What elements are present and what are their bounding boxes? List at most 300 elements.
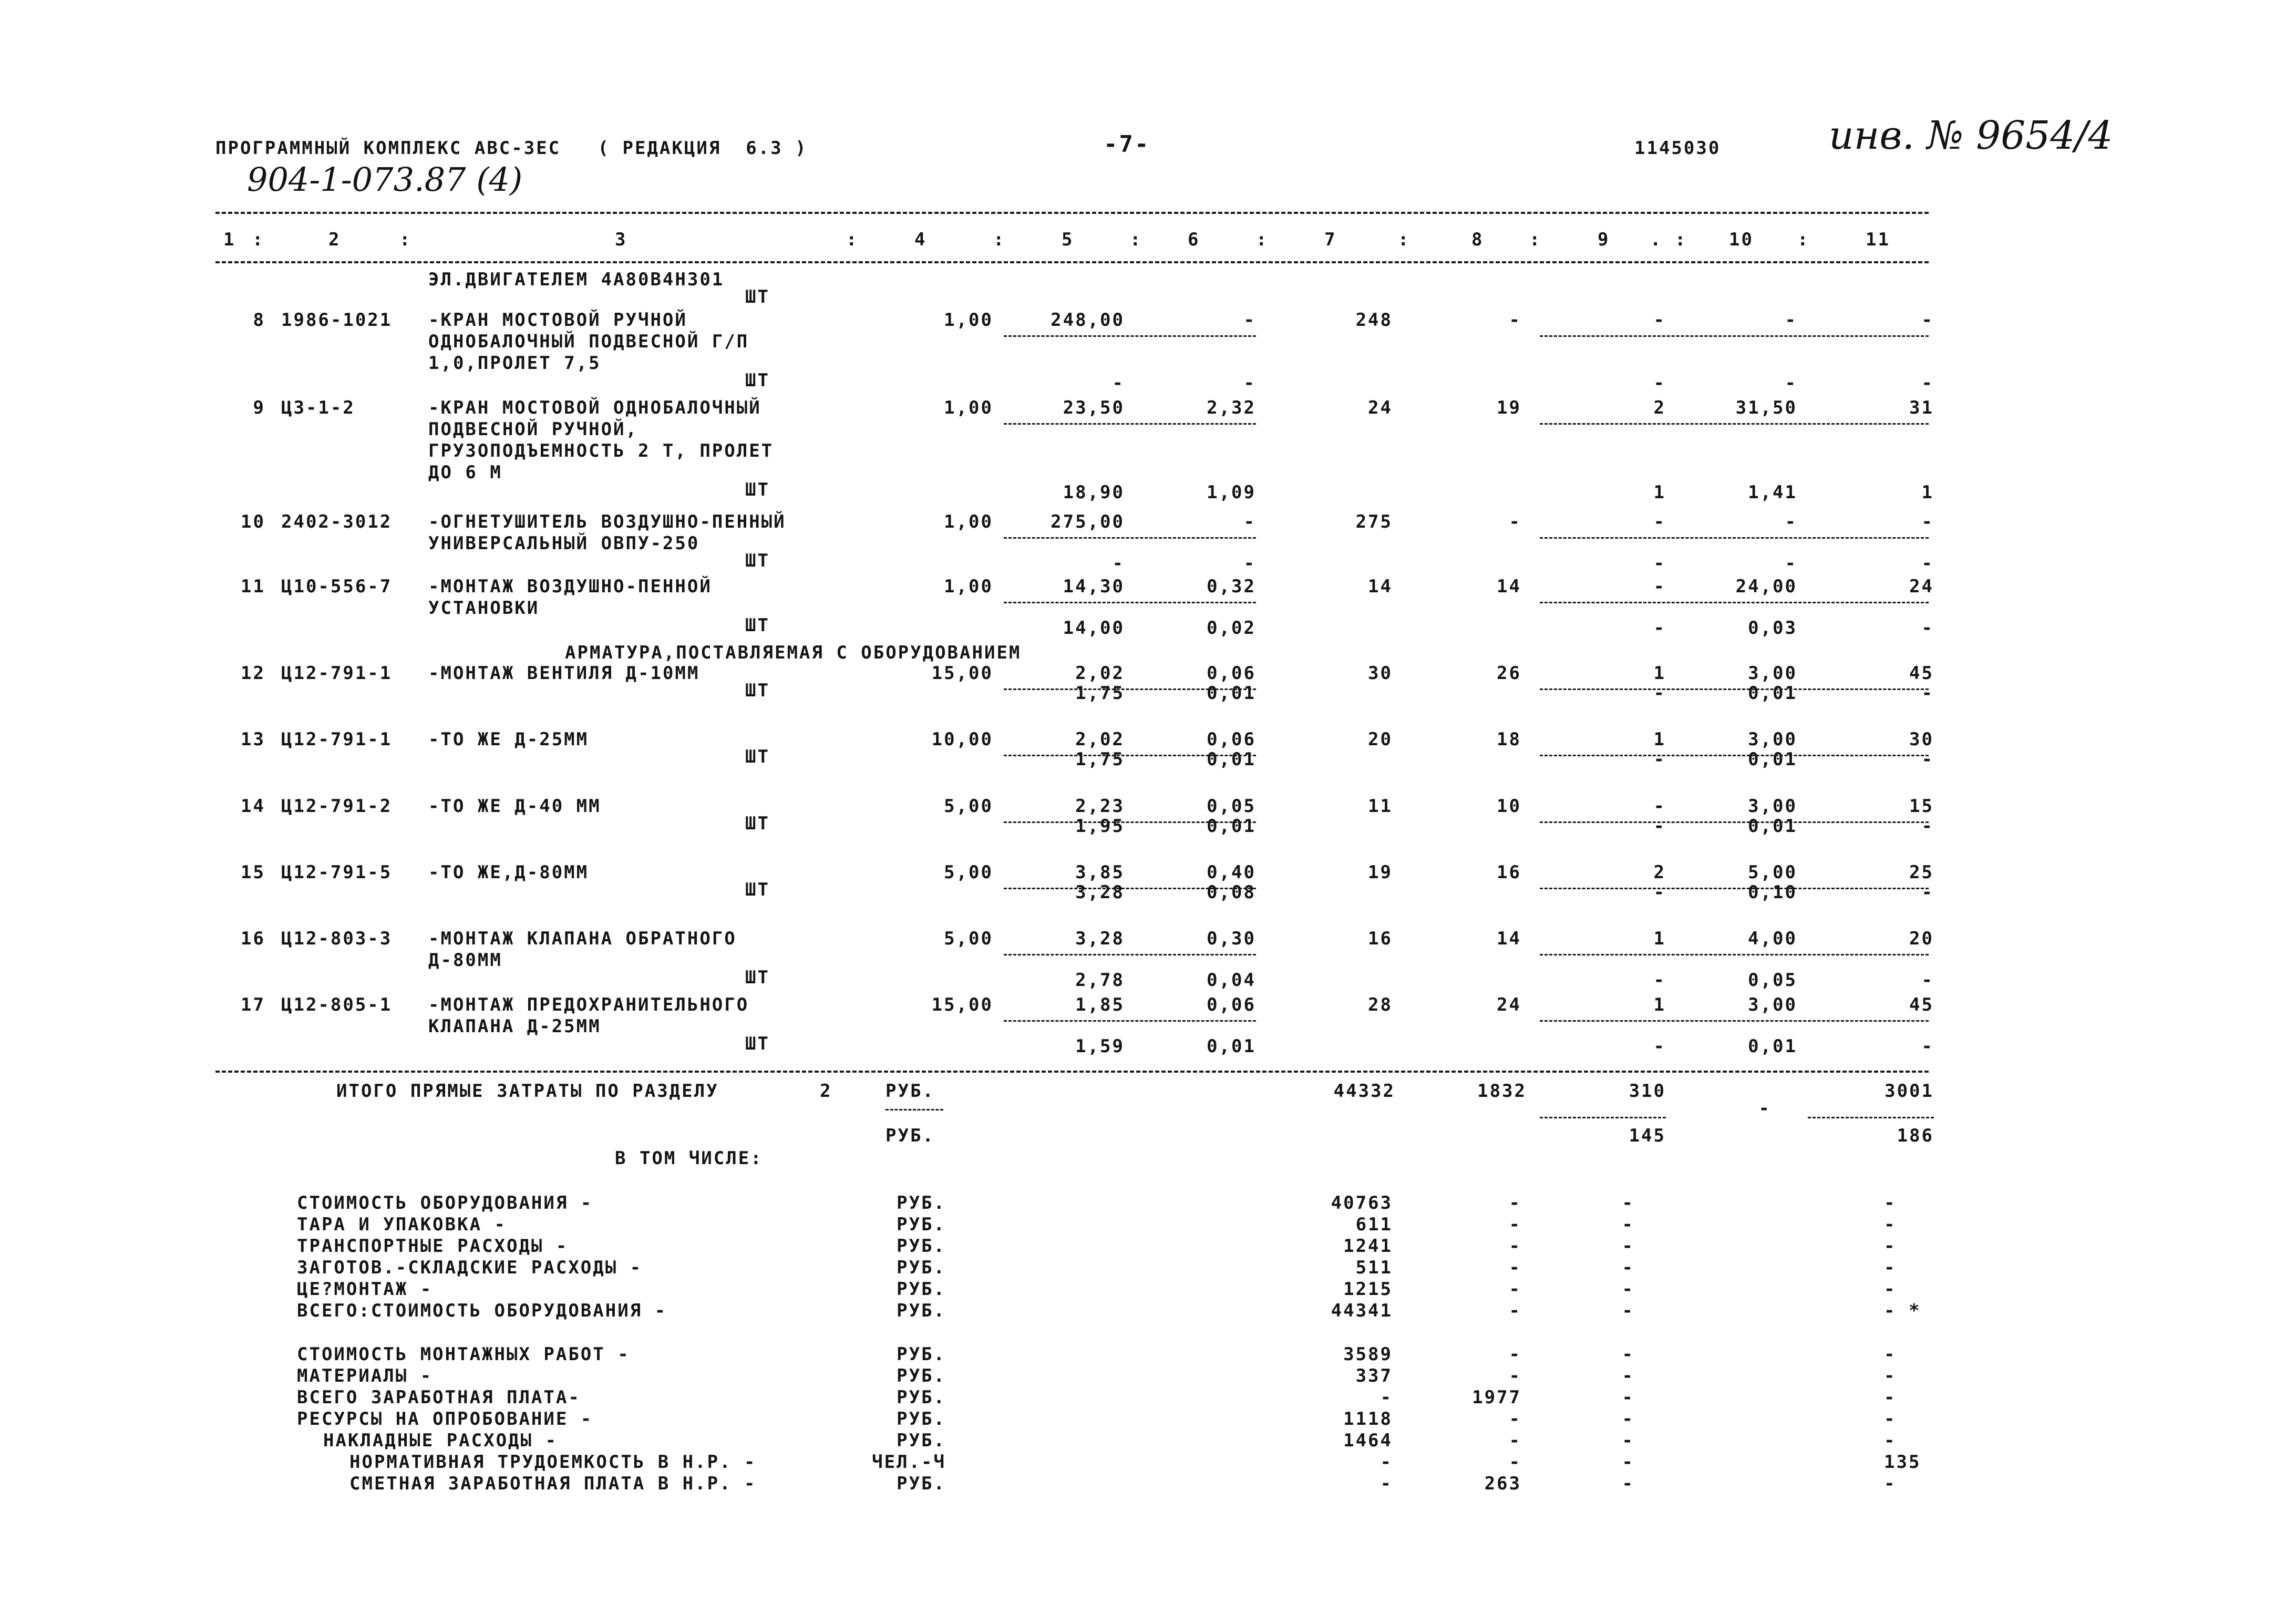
column-header-5: :	[846, 229, 859, 250]
row-quantity: 15,00	[931, 994, 993, 1015]
column-header-13: :	[1398, 229, 1410, 250]
summary-col9: -	[1622, 1409, 1634, 1430]
row-description: ГРУЗОПОДЪЕМНОСТЬ 2 Т, ПРОЛЕТ	[428, 440, 774, 461]
column-header-7: :	[993, 229, 1006, 250]
summary-col8: -	[1509, 1430, 1521, 1451]
row-col5-wage: 2,78	[1075, 970, 1125, 991]
row-col10-wage: 0,01	[1748, 683, 1797, 704]
summary-col11: -	[1884, 1365, 1897, 1386]
row-unit: ШТ	[745, 286, 770, 307]
summary-col9: -	[1622, 1279, 1634, 1300]
row-quantity: 5,00	[944, 928, 993, 949]
row-rule-col9-11	[1540, 602, 1929, 603]
including-heading: В ТОМ ЧИСЛЕ:	[615, 1148, 763, 1169]
row-col9-total: 2	[1653, 397, 1666, 418]
summary-col8: -	[1509, 1279, 1521, 1300]
row-col9-total: 1	[1653, 663, 1666, 684]
row-col11-wage: -	[1921, 970, 1934, 991]
row-unit: ШТ	[745, 680, 770, 701]
summary-col8: -	[1509, 1236, 1521, 1257]
summary-col7: 1241	[1343, 1236, 1393, 1257]
row-col11-wage: -	[1921, 618, 1934, 639]
row-col11-total: 24	[1909, 576, 1934, 597]
row-col5-total: 14,30	[1063, 576, 1125, 597]
row-description: Д-80ММ	[428, 950, 502, 971]
summary-unit: РУБ.	[897, 1214, 946, 1235]
totals-top-rule	[215, 1071, 1929, 1073]
row-col6-wage: 1,09	[1207, 482, 1256, 503]
column-header-6: 4	[914, 229, 927, 250]
summary-unit: РУБ.	[897, 1300, 946, 1321]
summary-col8: -	[1509, 1344, 1521, 1365]
row-description: ДО 6 М	[428, 462, 502, 483]
row-col5-wage: 1,75	[1075, 683, 1125, 704]
row-col6-wage: 0,02	[1207, 618, 1256, 639]
row-rule-col5-6	[1004, 1020, 1256, 1022]
row-col9-wage: -	[1653, 816, 1666, 837]
totals-col7: 44332	[1333, 1081, 1395, 1102]
row-col9-total: -	[1653, 310, 1666, 331]
row-code: Ц12-791-5	[281, 862, 393, 883]
row-col6-wage: 0,04	[1207, 970, 1256, 991]
row-quantity: 15,00	[931, 663, 993, 684]
row-rule-col5-6	[1004, 602, 1256, 603]
summary-col9: -	[1622, 1344, 1634, 1365]
row-unit: ШТ	[745, 370, 770, 391]
row-description: ПОДВЕСНОЙ РУЧНОЙ,	[428, 419, 638, 440]
row-col10-wage: -	[1785, 373, 1797, 394]
row-col9-wage: -	[1653, 1036, 1666, 1057]
row-rule-col9-11	[1540, 1020, 1929, 1022]
row-code: 1986-1021	[281, 310, 393, 331]
row-col5-total: 275,00	[1051, 511, 1125, 532]
row-col9-wage: -	[1653, 618, 1666, 639]
row-col6-total: 2,32	[1207, 397, 1256, 418]
column-header-1: :	[252, 229, 265, 250]
row-description: -КРАН МОСТОВОЙ ОДНОБАЛОЧНЫЙ	[428, 397, 761, 418]
row-col7: 28	[1368, 994, 1393, 1015]
totals-col11-rule	[1808, 1117, 1934, 1118]
row-col10-total: 5,00	[1748, 862, 1797, 883]
row-rule-col5-6	[1004, 537, 1256, 539]
summary-col7: 511	[1355, 1257, 1393, 1278]
row-col9-total: 1	[1653, 994, 1666, 1015]
row-col11-wage: -	[1921, 373, 1934, 394]
row-col9-wage: -	[1653, 970, 1666, 991]
summary-col7: 1464	[1343, 1430, 1393, 1451]
row-col8: 19	[1497, 397, 1521, 418]
row-description: -ОГНЕТУШИТЕЛЬ ВОЗДУШНО-ПЕННЫЙ	[428, 511, 786, 532]
row-code: 2402-3012	[281, 511, 393, 532]
row-col6-total: 0,40	[1207, 862, 1256, 883]
row-code: Ц12-791-1	[281, 663, 393, 684]
summary-unit: РУБ.	[897, 1192, 946, 1214]
totals-col9-rule	[1540, 1117, 1666, 1118]
row-col10-total: -	[1785, 310, 1797, 331]
row-col9-total: -	[1653, 511, 1666, 532]
row-code: Ц12-791-1	[281, 729, 393, 750]
column-header-11: :	[1256, 229, 1269, 250]
summary-col11: 135	[1884, 1452, 1921, 1473]
row-col5-wage: 18,90	[1063, 482, 1125, 503]
row-col5-wage: 1,95	[1075, 816, 1125, 837]
row-description: -ТО ЖЕ,Д-80ММ	[428, 862, 589, 883]
summary-unit: РУБ.	[897, 1365, 946, 1386]
column-header-20: 11	[1866, 229, 1890, 250]
row-rule-col9-11	[1540, 954, 1929, 955]
summary-col8: 263	[1484, 1473, 1521, 1494]
header-bottom-rule	[215, 261, 1929, 263]
summary-col9: -	[1622, 1452, 1634, 1473]
summary-col8: -	[1509, 1300, 1521, 1321]
row-col7: 275	[1355, 511, 1393, 532]
summary-label: ВСЕГО ЗАРАБОТНАЯ ПЛАТА-	[297, 1387, 581, 1408]
row-quantity: 1,00	[944, 310, 993, 331]
row-col11-wage: 1	[1921, 482, 1934, 503]
column-header-10: 6	[1188, 229, 1200, 250]
row-col6-total: 0,06	[1207, 729, 1256, 750]
summary-col9: -	[1622, 1257, 1634, 1278]
row-rule-col5-6	[1004, 954, 1256, 955]
row-col10-wage: 1,41	[1748, 482, 1797, 503]
totals-col10: -	[1758, 1098, 1771, 1119]
row-col6-wage: 0,01	[1207, 683, 1256, 704]
row-col9-total: 2	[1653, 862, 1666, 883]
summary-col11: -	[1884, 1344, 1897, 1365]
summary-label: ВСЕГО:СТОИМОСТЬ ОБОРУДОВАНИЯ -	[297, 1300, 667, 1321]
row-col11-total: 45	[1909, 994, 1934, 1015]
row-col6-total: 0,05	[1207, 796, 1256, 817]
summary-unit: РУБ.	[897, 1279, 946, 1300]
row-col11-total: 20	[1909, 928, 1934, 949]
column-header-17: . :	[1650, 229, 1687, 250]
column-header-3: :	[399, 229, 412, 250]
summary-col9: -	[1622, 1387, 1634, 1408]
row-unit: ШТ	[745, 813, 770, 834]
row-col8: 10	[1497, 796, 1521, 817]
document-code: 1145030	[1634, 138, 1721, 159]
row-col5-total: 2,02	[1075, 729, 1125, 750]
row-unit: ШТ	[745, 479, 770, 500]
row-code: Ц10-556-7	[281, 576, 393, 597]
summary-col9: -	[1622, 1430, 1634, 1451]
summary-col11: - *	[1884, 1300, 1921, 1321]
header-top-rule	[215, 212, 1929, 214]
row-quantity: 1,00	[944, 511, 993, 532]
document-number: 904-1-073.87 (4)	[247, 160, 523, 199]
row-description: -МОНТАЖ ВЕНТИЛЯ Д-10ММ	[428, 663, 700, 684]
summary-col9: -	[1622, 1236, 1634, 1257]
row-col11-wage: -	[1921, 553, 1934, 574]
row-col5-wage: -	[1112, 553, 1125, 574]
summary-col11: -	[1884, 1279, 1897, 1300]
row-col8: 24	[1497, 994, 1521, 1015]
summary-col8: -	[1509, 1214, 1521, 1235]
row-col8: 16	[1497, 862, 1521, 883]
row-col10-wage: 0,01	[1748, 1036, 1797, 1057]
row-description: -КРАН МОСТОВОЙ РУЧНОЙ	[428, 310, 687, 331]
row-number: 13	[241, 729, 265, 750]
row-col11-total: -	[1921, 310, 1934, 331]
summary-col7: 1215	[1343, 1279, 1393, 1300]
row-col10-wage: -	[1785, 553, 1797, 574]
row-col6-total: 0,06	[1207, 663, 1256, 684]
row-col10-wage: 0,10	[1748, 882, 1797, 903]
totals-unit-rule	[886, 1109, 943, 1111]
row-col5-wage: 3,28	[1075, 882, 1125, 903]
row-col10-wage: 0,01	[1748, 749, 1797, 770]
summary-label: НОРМАТИВНАЯ ТРУДОЕМКОСТЬ В Н.Р. -	[349, 1452, 757, 1473]
summary-col11: -	[1884, 1387, 1897, 1408]
row-col11-total: 15	[1909, 796, 1934, 817]
row-col9-wage: -	[1653, 373, 1666, 394]
inventory-number: инв. № 9654/4	[1829, 113, 2113, 158]
row-description: КЛАПАНА Д-25ММ	[428, 1016, 601, 1037]
row-col9-total: 1	[1653, 928, 1666, 949]
row-col10-total: 3,00	[1748, 796, 1797, 817]
row-col6-wage: 0,01	[1207, 749, 1256, 770]
summary-label: СТОИМОСТЬ ОБОРУДОВАНИЯ -	[297, 1192, 593, 1214]
row-number: 17	[241, 994, 265, 1015]
row-rule-col9-11	[1540, 335, 1929, 337]
row-code: Ц12-805-1	[281, 994, 393, 1015]
row-col7: 248	[1355, 310, 1393, 331]
row-col8: 14	[1497, 928, 1521, 949]
row-col7: 20	[1368, 729, 1393, 750]
row-col6-wage: 0,01	[1207, 816, 1256, 837]
row-col7: 30	[1368, 663, 1393, 684]
summary-unit: ЧЕЛ.-Ч	[872, 1452, 946, 1473]
summary-col11: -	[1884, 1257, 1897, 1278]
row-col7: 19	[1368, 862, 1393, 883]
row-col9-wage: -	[1653, 882, 1666, 903]
row-description: -МОНТАЖ ПРЕДОХРАНИТЕЛЬНОГО	[428, 994, 749, 1015]
row-col5-total: 2,02	[1075, 663, 1125, 684]
summary-label: ТАРА И УПАКОВКА -	[297, 1214, 507, 1235]
row-col6-total: 0,32	[1207, 576, 1256, 597]
summary-label: СМЕТНАЯ ЗАРАБОТНАЯ ПЛАТА В Н.Р. -	[349, 1473, 757, 1494]
row-col10-total: 24,00	[1735, 576, 1797, 597]
row-number: 16	[241, 928, 265, 949]
row-code: Ц3-1-2	[281, 397, 355, 418]
totals-col9: 310	[1629, 1081, 1666, 1102]
row-quantity: 5,00	[944, 862, 993, 883]
column-header-9: :	[1130, 229, 1142, 250]
row-number: 11	[241, 576, 265, 597]
row-col5-total: 3,28	[1075, 928, 1125, 949]
summary-label: ЗАГОТОВ.-СКЛАДСКИЕ РАСХОДЫ -	[297, 1257, 643, 1278]
row-unit: ШТ	[745, 615, 770, 636]
row-col10-total: 3,00	[1748, 663, 1797, 684]
row-col5-total: 2,23	[1075, 796, 1125, 817]
row-col11-total: 25	[1909, 862, 1934, 883]
row-quantity: 1,00	[944, 397, 993, 418]
summary-unit: РУБ.	[897, 1344, 946, 1365]
column-header-4: 3	[615, 229, 627, 250]
row-col11-wage: -	[1921, 683, 1934, 704]
row-code: Ц12-803-3	[281, 928, 393, 949]
column-header-19: :	[1797, 229, 1810, 250]
summary-col11: -	[1884, 1236, 1897, 1257]
summary-col11: -	[1884, 1214, 1897, 1235]
row-unit: ШТ	[745, 1033, 770, 1054]
row-unit: ШТ	[745, 550, 770, 571]
row-rule-col9-11	[1540, 423, 1929, 425]
totals-col11-second: 186	[1897, 1125, 1934, 1146]
summary-col8: -	[1509, 1192, 1521, 1214]
row-col6-total: -	[1243, 511, 1256, 532]
row-code: Ц12-791-2	[281, 796, 393, 817]
column-header-8: 5	[1062, 229, 1074, 250]
summary-col8: 1977	[1472, 1387, 1521, 1408]
row-unit: ШТ	[745, 879, 770, 900]
row-col5-wage: 1,75	[1075, 749, 1125, 770]
row-number: 15	[241, 862, 265, 883]
row-number: 8	[253, 310, 265, 331]
summary-unit: РУБ.	[897, 1387, 946, 1408]
summary-unit: РУБ.	[897, 1409, 946, 1430]
summary-unit: РУБ.	[897, 1236, 946, 1257]
row-col6-wage: -	[1243, 373, 1256, 394]
totals-label: ИТОГО ПРЯМЫЕ ЗАТРАТЫ ПО РАЗДЕЛУ	[336, 1081, 719, 1102]
row-col11-wage: -	[1921, 1036, 1934, 1057]
row-col11-total: 30	[1909, 729, 1934, 750]
row-col6-wage: -	[1243, 553, 1256, 574]
row-col8: 14	[1497, 576, 1521, 597]
row-col8: -	[1509, 310, 1521, 331]
row-description: УНИВЕРСАЛЬНЫЙ ОВПУ-250	[428, 533, 700, 554]
summary-col11: -	[1884, 1473, 1897, 1494]
row-col6-wage: 0,08	[1207, 882, 1256, 903]
row-rule-col5-6	[1004, 423, 1256, 425]
row-description: -МОНТАЖ КЛАПАНА ОБРАТНОГО	[428, 928, 737, 949]
row-description: 1,0,ПРОЛЕТ 7,5	[428, 353, 601, 374]
summary-col7: -	[1380, 1452, 1393, 1473]
row-col11-total: -	[1921, 511, 1934, 532]
row-rule-col5-6	[1004, 335, 1256, 337]
summary-col7: -	[1380, 1387, 1393, 1408]
row-number: 10	[241, 511, 265, 532]
row-description: -ТО ЖЕ Д-25ММ	[428, 729, 589, 750]
summary-label: МАТЕРИАЛЫ -	[297, 1365, 433, 1386]
row-col10-total: 4,00	[1748, 928, 1797, 949]
summary-col8: -	[1509, 1257, 1521, 1278]
row-unit: ШТ	[745, 746, 770, 767]
row-col5-wage: -	[1112, 373, 1125, 394]
summary-col11: -	[1884, 1192, 1897, 1214]
row-rule-col9-11	[1540, 537, 1929, 539]
summary-col7: 40763	[1331, 1192, 1393, 1214]
row-col11-wage: -	[1921, 816, 1934, 837]
row-col6-total: 0,06	[1207, 994, 1256, 1015]
summary-label: ЦЕ?МОНТАЖ -	[297, 1279, 433, 1300]
row-col8: 26	[1497, 663, 1521, 684]
row-col10-total: 31,50	[1735, 397, 1797, 418]
row-description: -МОНТАЖ ВОЗДУШНО-ПЕННОЙ	[428, 576, 712, 597]
column-header-14: 8	[1471, 229, 1484, 250]
column-header-12: 7	[1324, 229, 1337, 250]
row-description: ЭЛ.ДВИГАТЕЛЕМ 4А80В4НЗ01	[428, 269, 725, 290]
summary-col7: 337	[1355, 1365, 1393, 1386]
row-col10-wage: 0,01	[1748, 816, 1797, 837]
row-col10-wage: 0,05	[1748, 970, 1797, 991]
row-col10-total: -	[1785, 511, 1797, 532]
row-number: 9	[253, 397, 265, 418]
row-col5-total: 1,85	[1075, 994, 1125, 1015]
row-description: УСТАНОВКИ	[428, 598, 540, 619]
row-col8: -	[1509, 511, 1521, 532]
column-header-15: :	[1529, 229, 1542, 250]
summary-unit: РУБ.	[897, 1257, 946, 1278]
summary-col9: -	[1622, 1300, 1634, 1321]
row-col11-wage: -	[1921, 882, 1934, 903]
row-col9-wage: -	[1653, 553, 1666, 574]
row-col5-total: 23,50	[1063, 397, 1125, 418]
summary-col7: 3589	[1343, 1344, 1393, 1365]
row-col5-wage: 14,00	[1063, 618, 1125, 639]
row-col10-wage: 0,03	[1748, 618, 1797, 639]
row-quantity: 10,00	[931, 729, 993, 750]
row-quantity: 1,00	[944, 576, 993, 597]
column-header-2: 2	[328, 229, 341, 250]
row-col6-total: -	[1243, 310, 1256, 331]
summary-col8: -	[1509, 1409, 1521, 1430]
summary-label: НАКЛАДНЫЕ РАСХОДЫ -	[323, 1430, 558, 1451]
row-col11-total: 45	[1909, 663, 1934, 684]
row-col7: 24	[1368, 397, 1393, 418]
summary-col7: 1118	[1343, 1409, 1393, 1430]
summary-col9: -	[1622, 1192, 1634, 1214]
row-col9-wage: 1	[1653, 482, 1666, 503]
row-quantity: 5,00	[944, 796, 993, 817]
row-col7: 16	[1368, 928, 1393, 949]
row-unit: ШТ	[745, 967, 770, 988]
summary-col7: 611	[1355, 1214, 1393, 1235]
column-header-16: 9	[1598, 229, 1610, 250]
summary-col9: -	[1622, 1473, 1634, 1494]
summary-unit: РУБ.	[897, 1473, 946, 1494]
section-heading: АРМАТУРА,ПОСТАВЛЯЕМАЯ С ОБОРУДОВАНИЕМ	[565, 642, 1022, 663]
row-col9-wage: -	[1653, 749, 1666, 770]
totals-section: 2	[820, 1081, 832, 1102]
row-col7: 14	[1368, 576, 1393, 597]
row-description: -ТО ЖЕ Д-40 ММ	[428, 796, 601, 817]
totals-col11: 3001	[1885, 1081, 1934, 1102]
row-col9-total: -	[1653, 796, 1666, 817]
summary-col9: -	[1622, 1214, 1634, 1235]
summary-col11: -	[1884, 1430, 1897, 1451]
row-col8: 18	[1497, 729, 1521, 750]
row-description: ОДНОБАЛОЧНЫЙ ПОДВЕСНОЙ Г/П	[428, 331, 749, 352]
summary-label: СТОИМОСТЬ МОНТАЖНЫХ РАБОТ -	[297, 1344, 630, 1365]
summary-col8: -	[1509, 1452, 1521, 1473]
summary-col11: -	[1884, 1409, 1897, 1430]
column-header-0: 1	[223, 229, 236, 250]
summary-col7: -	[1380, 1473, 1393, 1494]
column-header-18: 10	[1729, 229, 1754, 250]
totals-col8: 1832	[1477, 1081, 1527, 1102]
summary-label: РЕСУРСЫ НА ОПРОБОВАНИЕ -	[297, 1409, 593, 1430]
row-col5-wage: 1,59	[1075, 1036, 1125, 1057]
row-number: 12	[241, 663, 265, 684]
row-col9-total: 1	[1653, 729, 1666, 750]
page-number: -7-	[1104, 131, 1150, 158]
summary-label: ТРАНСПОРТНЫЕ РАСХОДЫ -	[297, 1236, 569, 1257]
row-col5-total: 3,85	[1075, 862, 1125, 883]
row-number: 14	[241, 796, 265, 817]
summary-col9: -	[1622, 1365, 1634, 1386]
row-col6-wage: 0,01	[1207, 1036, 1256, 1057]
